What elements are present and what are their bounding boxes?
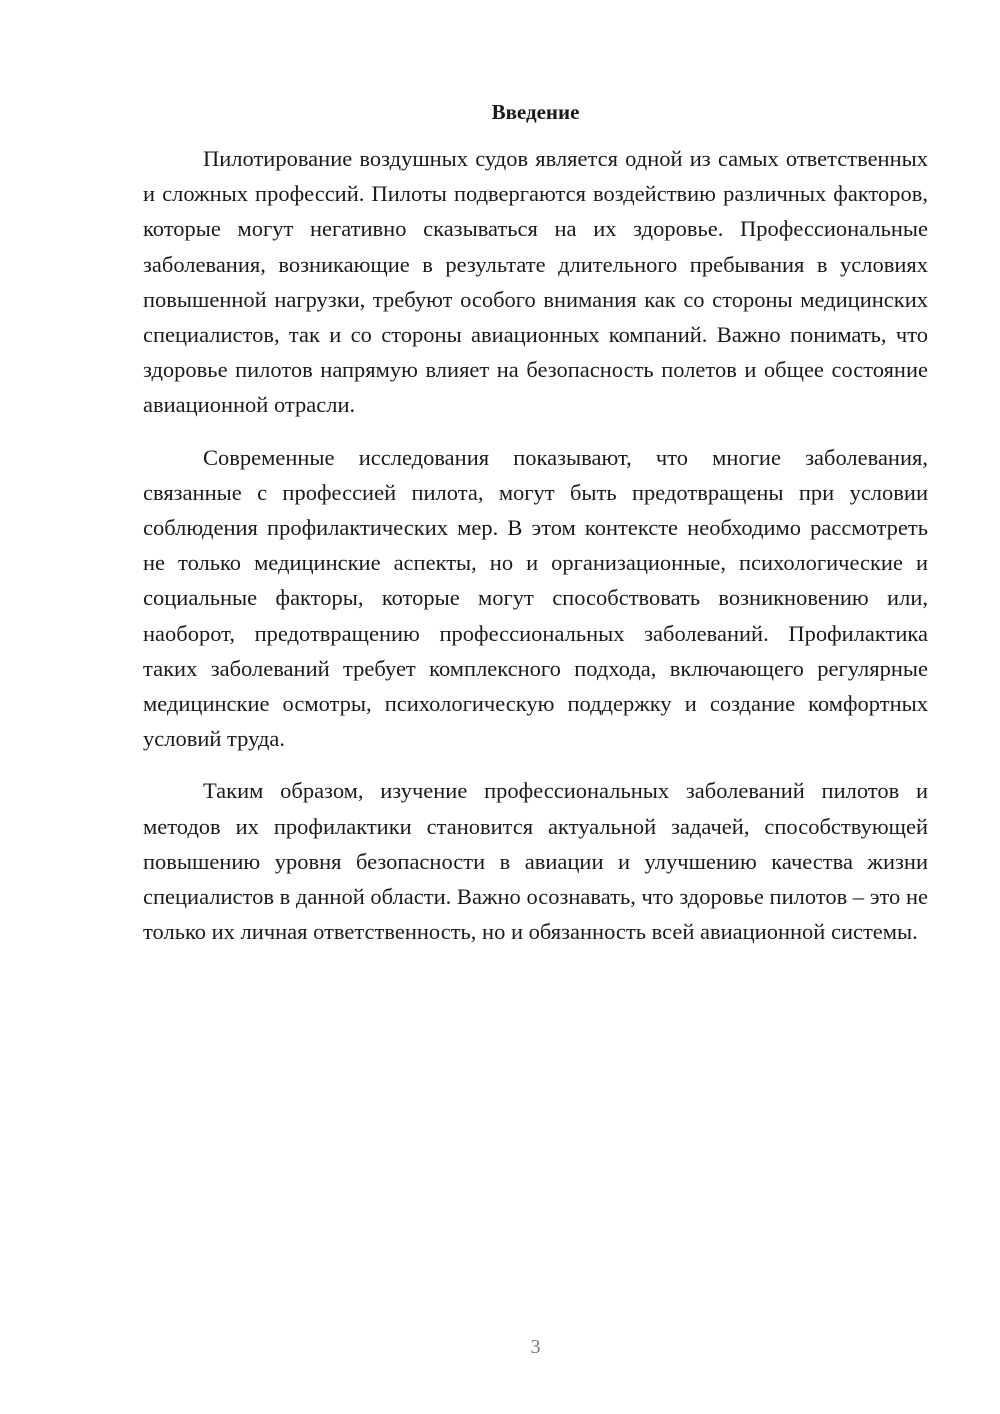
section-heading: Введение (491, 100, 580, 124)
body-text (143, 141, 928, 949)
page-number: 3 (530, 1336, 541, 1358)
paragraph-intro: Пилотирование воздушных судов является одной из самых ответственных и сложных профессий. Пилоты подвергаются воздействию различных факторов, которые могут негативно сказываться на их здоровье. Профессиональные заболевания, возникающие в результате длительного пребывания в условиях повышенной нагрузки, требуют особого внимания как со стороны медицинских специалистов, так и со стороны авиационных компаний. Важно понимать, что здоровье пилотов напрямую влияет на безопасность полетов и общее состояние авиационной отрасли. (143, 146, 928, 418)
paragraph-conclusion: Таким образом, изучение профессиональных заболеваний пилотов и методов их профилактики становится актуальной задачей, способствующей повышению уровня безопасности в авиации и улучшению качества жизни специалистов в данной области. Важно осознавать, что здоровье пилотов – это не только их личная ответственность, но и обязанность всей авиационной системы. (143, 778, 928, 945)
paragraph-research: Современные исследования показывают, что многие заболевания, связанные с профессией пилота, могут быть предотвращены при условии соблюдения профилактических мер. В этом контексте необходимо рассмотреть не только медицинские аспекты, но и организационные, психологические и социальные факторы, которые могут способствовать возникновению или, наоборот, предотвращению профессиональных заболеваний. Профилактика таких заболеваний требует комплексного подхода, включающего регулярные медицинские осмотры, психологическую поддержку и создание комфортных условий труда. (143, 444, 928, 752)
